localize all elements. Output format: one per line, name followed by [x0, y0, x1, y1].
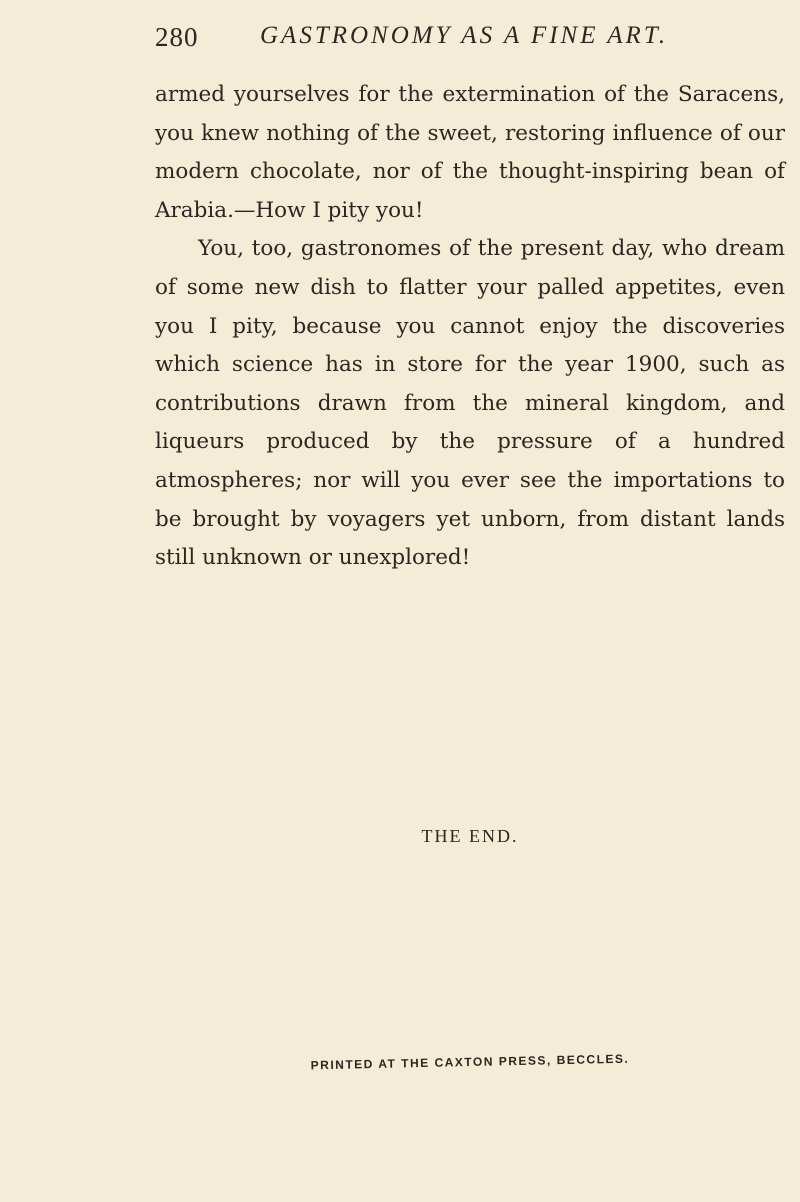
paragraph-continuation: armed yourselves for the extermination of the Saracens, you knew nothing of the sweet, restoring influence of our modern chocolate, nor of the thought-inspiring bean of Arabia.—How I pity you! [155, 82, 785, 223]
running-head [155, 22, 695, 66]
printer-imprint: PRINTED AT THE CAXTON PRESS, BECCLES. [310, 1051, 630, 1073]
the-end-heading: THE END. [421, 826, 519, 846]
body-text [155, 76, 785, 578]
paragraph-gastronomes: You, too, gastronomes of the present day, who dream of some new dish to flatter your palled appetites, even you I pity, because you cannot enjoy the discoveries which science has in store for the year 1900, such as contributions drawn from the mineral kingdom, and liqueurs produced by the pressure of a hundred atmospheres; nor will you ever see the importations to be brought by voyagers yet unborn, from distant lands still unknown or unexplored! [155, 236, 785, 571]
running-title: GASTRONOMY AS A FINE ART. [260, 22, 669, 49]
page-number: 280 [155, 22, 199, 52]
